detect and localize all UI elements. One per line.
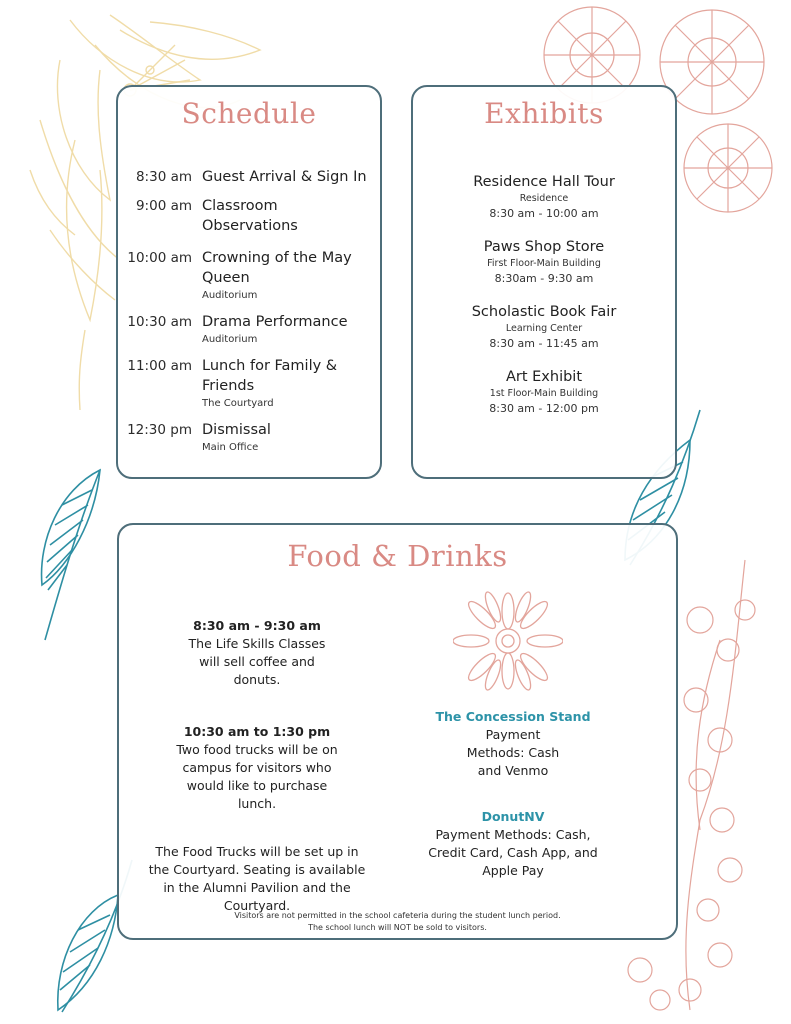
vendor-payment: Payment Methods: Cash and Venmo (466, 727, 560, 778)
food-time: 10:30 am to 1:30 pm (183, 724, 331, 739)
daisy-icon (453, 591, 563, 691)
exhibit-time: 8:30 am - 12:00 pm (489, 402, 599, 415)
food-block (147, 843, 367, 915)
food-drinks-card (117, 523, 678, 940)
food-block (147, 617, 367, 689)
schedule-row (118, 196, 380, 236)
schedule-row (118, 312, 380, 347)
notice-line: Visitors are not permitted in the school cafeteria during the student lunch period. (234, 911, 561, 920)
schedule-row (118, 420, 380, 455)
cafeteria-notice (119, 910, 676, 934)
schedule-time: 8:30 am (135, 169, 192, 185)
schedule-event: Guest Arrival & Sign In (202, 169, 367, 185)
schedule-location: Auditorium (202, 290, 258, 301)
schedule-list (118, 167, 380, 464)
schedule-row (118, 167, 380, 187)
exhibit-time: 8:30 am - 11:45 am (489, 337, 599, 350)
schedule-card (116, 85, 382, 479)
food-block (147, 723, 367, 813)
vendor-name: The Concession Stand (435, 709, 591, 724)
exhibits-card (411, 85, 677, 479)
food-title: Food & Drinks (287, 539, 508, 573)
food-info (147, 617, 367, 939)
schedule-location: Auditorium (202, 334, 258, 345)
schedule-row (118, 356, 380, 411)
exhibit-location: First Floor-Main Building (487, 258, 601, 269)
exhibit-item (413, 303, 675, 351)
food-text: The Life Skills Classes will sell coffee and donuts. (188, 636, 326, 687)
vendor (409, 808, 617, 880)
schedule-event: Crowning of the May Queen (202, 250, 352, 286)
exhibit-time: 8:30am - 9:30 am (494, 272, 594, 285)
schedule-row (118, 248, 380, 303)
schedule-title: Schedule (181, 97, 317, 130)
schedule-event: Dismissal (202, 422, 271, 438)
exhibit-item (413, 173, 675, 221)
exhibit-time: 8:30 am - 10:00 am (489, 207, 599, 220)
exhibit-location: 1st Floor-Main Building (489, 388, 599, 399)
notice-line: The school lunch will NOT be sold to visitors. (308, 923, 487, 932)
exhibits-list (413, 173, 675, 433)
food-text: The Food Trucks will be set up in the Courtyard. Seating is available in the Alumni Pavilion and the Courtyard. (148, 844, 366, 913)
schedule-event: Lunch for Family & Friends (202, 358, 338, 394)
schedule-event: Classroom Observations (202, 198, 298, 234)
vendor-payment: Payment Methods: Cash, Credit Card, Cash App, and Apple Pay (428, 827, 598, 878)
food-time: 8:30 am - 9:30 am (193, 618, 321, 633)
exhibit-name: Scholastic Book Fair (471, 304, 617, 320)
schedule-time: 12:30 pm (127, 422, 192, 438)
schedule-time: 10:30 am (127, 314, 192, 330)
leaf-icon (42, 470, 100, 640)
schedule-location: The Courtyard (202, 398, 274, 409)
exhibit-name: Art Exhibit (505, 369, 583, 385)
schedule-time: 10:00 am (127, 250, 192, 266)
vendor (409, 708, 617, 780)
exhibits-title: Exhibits (484, 97, 604, 130)
exhibit-name: Paws Shop Store (483, 239, 605, 255)
schedule-location: Main Office (202, 442, 259, 453)
exhibit-location: Residence (519, 193, 569, 204)
vendors (409, 708, 617, 904)
exhibit-item (413, 238, 675, 286)
food-text: Two food trucks will be on campus for visitors who would like to purchase lunch. (176, 742, 338, 811)
schedule-time: 11:00 am (127, 358, 192, 374)
vendor-name: DonutNV (481, 809, 545, 824)
schedule-event: Drama Performance (202, 314, 348, 330)
schedule-time: 9:00 am (135, 198, 192, 214)
exhibit-name: Residence Hall Tour (473, 174, 615, 190)
exhibit-location: Learning Center (505, 323, 583, 334)
exhibit-item (413, 368, 675, 416)
